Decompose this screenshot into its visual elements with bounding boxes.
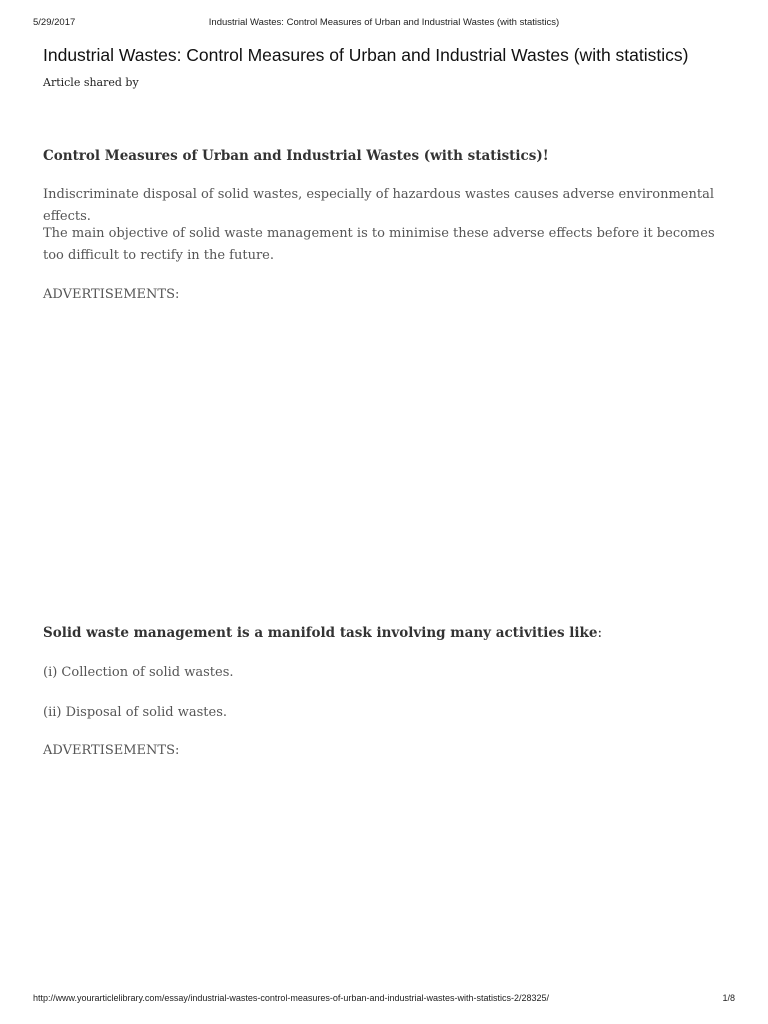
paragraph-1: Indiscriminate disposal of solid wastes, especially of hazardous wastes causes adverse environmental effects. bbox=[43, 187, 714, 224]
print-footer bbox=[33, 993, 735, 1007]
article-byline: Article shared by bbox=[43, 76, 139, 89]
print-page-title: Industrial Wastes: Control Measures of Urban and Industrial Wastes (with statistics) bbox=[208, 17, 560, 28]
list-item: (ii) Disposal of solid wastes. bbox=[43, 705, 228, 720]
article bbox=[43, 43, 728, 758]
print-header bbox=[33, 17, 735, 31]
page-number: 1/8 bbox=[722, 993, 735, 1003]
print-date: 5/29/2017 bbox=[33, 17, 76, 28]
advertisement-label: ADVERTISEMENTS: bbox=[43, 743, 180, 758]
paragraph-2: The main objective of solid waste management is to minimise these adverse effects before it becomes too difficult to rectify in the future. bbox=[43, 226, 715, 263]
section-heading-colon: : bbox=[597, 625, 603, 641]
section-heading bbox=[43, 624, 728, 642]
print-url: http://www.yourarticlelibrary.com/essay/industrial-wastes-control-measures-of-urban-and-industrial-wastes-with-statistics-2/28325/ bbox=[33, 993, 550, 1003]
list-item: (i) Collection of solid wastes. bbox=[43, 665, 234, 680]
section-heading-text: Solid waste management is a manifold task involving many activities like bbox=[43, 625, 598, 641]
article-title: Industrial Wastes: Control Measures of Urban and Industrial Wastes (with statistics) bbox=[43, 45, 689, 65]
advertisement-label: ADVERTISEMENTS: bbox=[43, 287, 180, 302]
article-subheading: Control Measures of Urban and Industrial Wastes (with statistics)! bbox=[43, 148, 549, 164]
